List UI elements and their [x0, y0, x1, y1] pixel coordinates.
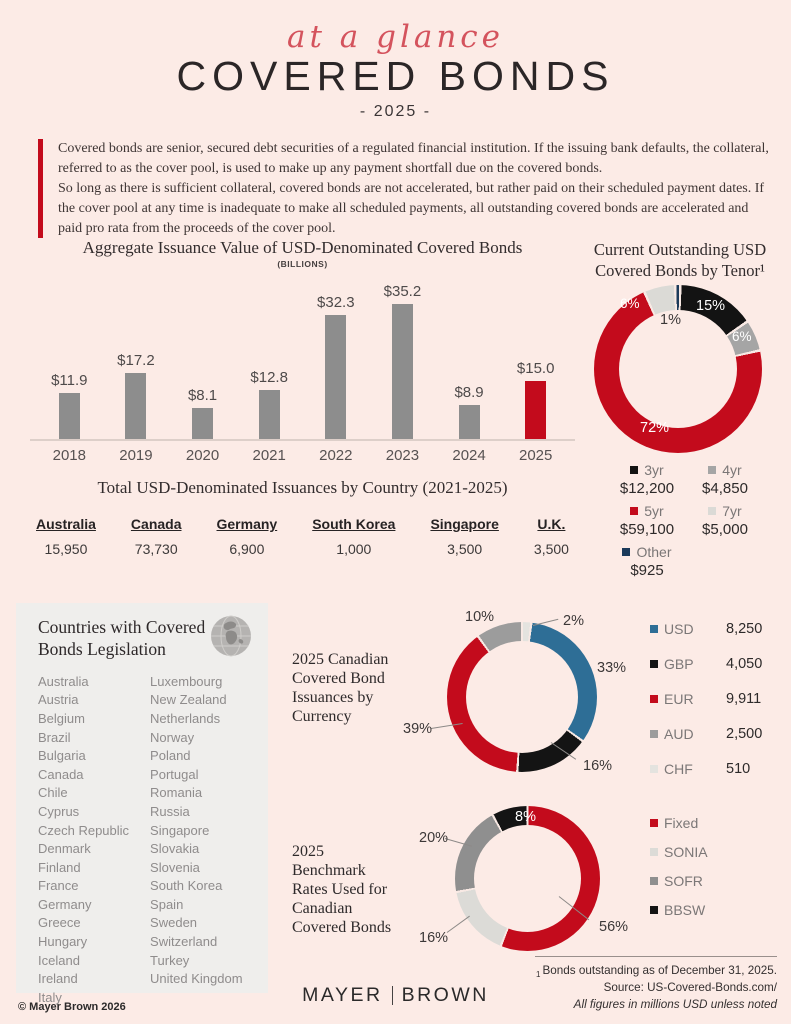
tenor-title-line1: Current Outstanding USD	[593, 240, 767, 259]
legend-swatch	[650, 877, 658, 885]
legislation-title-line2: Bonds Legislation	[38, 638, 166, 659]
currency-title-line2: Covered Bond	[292, 670, 385, 687]
country-value: 3,500	[447, 541, 483, 557]
x-axis-label: 2019	[119, 447, 153, 464]
country-header: South Korea	[312, 516, 396, 532]
legend-label: 4yr	[722, 462, 742, 478]
legend-label: Fixed	[664, 814, 699, 831]
benchmark-title-line3: Rates Used for	[292, 881, 388, 898]
copyright-text: © Mayer Brown 2026	[18, 1001, 126, 1013]
country-list-item: Iceland	[38, 952, 80, 968]
bar-cell	[169, 387, 236, 439]
legend-item	[650, 837, 710, 866]
legend-item	[608, 544, 686, 579]
bar-cell	[436, 384, 503, 439]
issuance-bar-chart	[30, 238, 575, 464]
x-axis-label: 2025	[519, 447, 553, 464]
globe-icon	[210, 615, 252, 657]
country-list-item: South Korea	[150, 878, 223, 894]
tenor-title-line2: Covered Bonds by Tenor¹	[595, 260, 765, 280]
legend-swatch	[708, 507, 716, 515]
country-value: 15,950	[44, 541, 88, 557]
bar	[459, 405, 480, 439]
country-column	[217, 516, 278, 557]
footnote-marker: 1	[535, 970, 541, 980]
country-list-item: Romania	[150, 785, 203, 801]
country-list-item: Slovenia	[150, 859, 200, 875]
footnote-note: All figures in millions USD unless noted	[573, 997, 777, 1011]
bar	[59, 393, 80, 439]
legend-label: EUR	[664, 690, 694, 707]
legislation-box	[16, 603, 268, 1005]
country-list-item: Norway	[150, 729, 195, 745]
country-list-item: Singapore	[150, 822, 210, 838]
country-header: Australia	[36, 516, 96, 532]
benchmark-pct-sofr: 20%	[419, 830, 449, 846]
benchmark-title-line4: Canadian	[292, 900, 353, 917]
tenor-legend	[608, 462, 764, 579]
x-axis-label: 2023	[385, 447, 420, 464]
country-list-item: Portugal	[150, 766, 199, 782]
legend-value: 4,050	[726, 655, 763, 672]
currency-pct-chf: 2%	[563, 613, 584, 629]
legend-label: GBP	[664, 655, 694, 672]
leader-line	[533, 619, 558, 626]
legend-swatch	[630, 507, 638, 515]
benchmark-legend	[650, 808, 710, 924]
header	[0, 19, 791, 121]
legend-label: Other	[636, 544, 672, 560]
country-list-item: Ireland	[38, 971, 78, 987]
country-column	[312, 516, 395, 557]
currency-pct-aud: 10%	[465, 609, 495, 625]
country-list-item: Russia	[150, 803, 190, 819]
country-table	[30, 478, 575, 557]
footnote-text-1: Bonds outstanding as of December 31, 2025.	[542, 964, 777, 977]
country-list-item: Italy	[38, 989, 62, 1005]
country-list-item: Luxembourg	[150, 673, 223, 689]
tenor-pct-7yr: 6%	[620, 296, 640, 311]
bar-chart-bars	[30, 279, 575, 441]
donut-hole	[466, 641, 578, 753]
country-list-item: Switzerland	[150, 934, 218, 950]
legend-swatch	[650, 765, 658, 773]
legend-item	[650, 895, 710, 924]
country-list-item: Poland	[150, 748, 191, 764]
legend-item	[650, 681, 762, 716]
legend-item	[650, 716, 762, 751]
currency-title-line4: Currency	[292, 708, 352, 725]
currency-donut-chart	[403, 609, 627, 774]
country-column	[430, 516, 498, 557]
donut-hole	[474, 825, 581, 932]
footnote-line1	[535, 963, 777, 980]
country-column	[534, 516, 569, 557]
country-list-item: Greece	[38, 915, 81, 931]
currency-pct-gbp: 16%	[583, 758, 613, 774]
benchmark-pct-fixed: 56%	[599, 919, 629, 935]
legend-item	[686, 503, 764, 538]
bar-chart-x-axis	[30, 447, 575, 464]
country-list-item: Sweden	[150, 915, 198, 931]
country-list-item: Brazil	[38, 729, 71, 745]
country-list-item: Canada	[38, 766, 84, 782]
brand-divider	[392, 986, 393, 1005]
legend-item	[650, 751, 762, 786]
country-value: 6,900	[229, 541, 265, 557]
currency-legend	[650, 611, 762, 786]
country-list-item: Austria	[38, 692, 79, 708]
currency-section-title	[292, 650, 432, 726]
bar	[192, 408, 213, 439]
legend-item	[608, 503, 686, 538]
country-list-item: United Kingdom	[150, 971, 243, 987]
tenor-pct-3yr: 15%	[696, 298, 726, 314]
country-list-item: Australia	[38, 673, 89, 689]
legend-value: 8,250	[726, 620, 763, 637]
legend-swatch	[622, 548, 630, 556]
country-list-item: New Zealand	[150, 692, 227, 708]
legend-swatch	[650, 660, 658, 668]
x-axis-label: 2024	[452, 447, 486, 464]
leader-line	[447, 916, 470, 933]
bar-cell	[303, 294, 370, 439]
legend-label: 7yr	[722, 503, 742, 519]
country-header: Germany	[216, 516, 278, 532]
legend-item	[650, 866, 710, 895]
benchmark-section-title	[292, 842, 432, 937]
bar-chart-title: Aggregate Issuance Value of USD-Denominated Covered Bonds	[82, 238, 523, 257]
legend-swatch	[650, 695, 658, 703]
country-list-item: Slovakia	[150, 841, 200, 857]
bar-cell	[103, 352, 170, 439]
country-list-item: France	[38, 878, 79, 894]
legend-item	[686, 462, 764, 497]
legend-label: SONIA	[664, 843, 708, 860]
bar-chart-subtitle: (BILLIONS)	[277, 259, 328, 269]
country-header: Canada	[130, 516, 182, 532]
country-list-item: Bulgaria	[38, 748, 86, 764]
benchmark-donut-chart	[419, 806, 629, 951]
legend-swatch	[650, 906, 658, 914]
tenor-donut-title	[575, 240, 785, 281]
intro-paragraph-1: Covered bonds are senior, secured debt securities of a regulated financial institution. If the issuing bank defaults, the collateral, referred to as the cover pool, is used to make up any payment shortfall due on the covered bonds.	[58, 141, 769, 176]
bar-value-label: $12.8	[250, 369, 288, 386]
bar-cell	[236, 369, 303, 439]
country-value: 3,500	[533, 541, 569, 557]
legend-label: 3yr	[644, 462, 664, 478]
legend-label: USD	[664, 620, 694, 637]
bar-value-label: $11.9	[51, 372, 88, 389]
legend-swatch	[650, 848, 658, 856]
bar-cell	[502, 360, 569, 439]
country-table-title: Total USD-Denominated Issuances by Country (2021-2025)	[97, 478, 508, 497]
brand-word-mayer: MAYER	[302, 984, 383, 1006]
legend-swatch	[650, 730, 658, 738]
benchmark-title-line1: 2025	[292, 843, 324, 860]
country-value: 1,000	[336, 541, 372, 557]
country-list-item: Chile	[38, 785, 68, 801]
brand-word-brown: BROWN	[401, 984, 489, 1006]
bar-value-label: $32.3	[317, 294, 355, 311]
leader-line	[431, 723, 463, 729]
benchmark-pct-sonia: 16%	[419, 930, 449, 946]
tenor-donut-chart	[594, 285, 762, 453]
bar	[259, 390, 280, 439]
bar-value-label: $17.2	[117, 352, 155, 369]
legend-value: 9,911	[726, 690, 762, 707]
bar	[125, 373, 146, 439]
country-table-row	[30, 516, 575, 557]
legend-value: $5,000	[702, 521, 748, 538]
tenor-pct-4yr: 6%	[732, 329, 752, 344]
country-header: U.K.	[537, 516, 566, 532]
country-header: Singapore	[430, 516, 499, 532]
intro-paragraph-2: So long as there is sufficient collateral, covered bonds are not accelerated, but rather paid on their scheduled payment dates. If the cover pool at any time is inadequate to make all scheduled payments, all outstanding covered bonds are accelerated and paid pro rata from the proceeds of the cover pool.	[58, 180, 765, 236]
legend-item	[650, 611, 762, 646]
legislation-lists	[38, 673, 268, 1008]
tenor-pct-5yr: 72%	[640, 420, 670, 436]
bar-cell	[36, 372, 103, 439]
legend-value: $12,200	[619, 480, 675, 497]
legend-label: CHF	[664, 760, 693, 777]
legend-swatch	[650, 819, 658, 827]
country-list-item: Finland	[38, 859, 81, 875]
legislation-column-2	[150, 673, 268, 1008]
currency-title-line3: Issuances by	[292, 689, 374, 706]
legend-value: $4,850	[702, 480, 748, 497]
legend-item	[650, 808, 710, 837]
legend-swatch	[630, 466, 638, 474]
legend-label: 5yr	[644, 503, 664, 519]
bar	[525, 381, 546, 439]
x-axis-label: 2021	[252, 447, 286, 464]
country-list-item: Denmark	[38, 841, 91, 857]
country-list-item: Czech Republic	[38, 822, 130, 838]
benchmark-title-line2: Benchmark	[292, 862, 366, 879]
leader-line	[551, 742, 576, 760]
benchmark-pct-bbsw: 8%	[515, 809, 536, 825]
leader-line	[445, 838, 472, 847]
bar	[392, 304, 413, 439]
legend-label: AUD	[664, 725, 694, 742]
legend-value: 510	[726, 760, 751, 777]
x-axis-label: 2018	[52, 447, 86, 464]
legend-value: $925	[630, 562, 664, 579]
legislation-title	[38, 617, 208, 661]
legend-item	[650, 646, 762, 681]
country-column	[36, 516, 96, 557]
legend-swatch	[708, 466, 716, 474]
country-list-item: Hungary	[38, 934, 88, 950]
country-list-item: Spain	[150, 896, 184, 912]
benchmark-title-line5: Covered Bonds	[292, 919, 392, 936]
country-list-item: Belgium	[38, 710, 85, 726]
country-value: 73,730	[134, 541, 178, 557]
legend-label: BBSW	[664, 901, 706, 918]
page-title: COVERED BONDS	[176, 53, 615, 99]
country-column	[131, 516, 182, 557]
country-list-item: Netherlands	[150, 710, 221, 726]
currency-pct-usd: 33%	[597, 660, 627, 676]
intro-block	[38, 139, 770, 238]
currency-pct-eur: 39%	[403, 721, 433, 737]
legend-label: SOFR	[664, 872, 703, 889]
bar-value-label: $8.9	[454, 384, 484, 401]
legend-item	[608, 462, 686, 497]
bar-value-label: $15.0	[516, 360, 555, 377]
legend-swatch	[650, 625, 658, 633]
country-list-item: Cyprus	[38, 803, 80, 819]
year-subtitle: - 2025 -	[359, 103, 432, 121]
x-axis-label: 2022	[319, 447, 353, 464]
bar	[325, 315, 346, 439]
legend-value: $59,100	[619, 521, 675, 538]
x-axis-label: 2020	[185, 447, 220, 464]
currency-title-line1: 2025 Canadian	[292, 651, 389, 668]
footnote-source: Source: US-Covered-Bonds.com/	[603, 981, 777, 995]
bar-cell	[369, 283, 436, 439]
legislation-title-line1: Countries with Covered	[38, 617, 206, 637]
bar-value-label: $35.2	[383, 283, 422, 300]
bar-value-label: $8.1	[187, 387, 218, 404]
tenor-pct-other: 1%	[660, 312, 681, 328]
legislation-column-1	[38, 673, 150, 1008]
country-list-item: Germany	[38, 896, 92, 912]
country-list-item: Turkey	[150, 952, 190, 968]
legend-value: 2,500	[726, 725, 763, 742]
eyebrow-script: at a glance	[286, 19, 505, 55]
